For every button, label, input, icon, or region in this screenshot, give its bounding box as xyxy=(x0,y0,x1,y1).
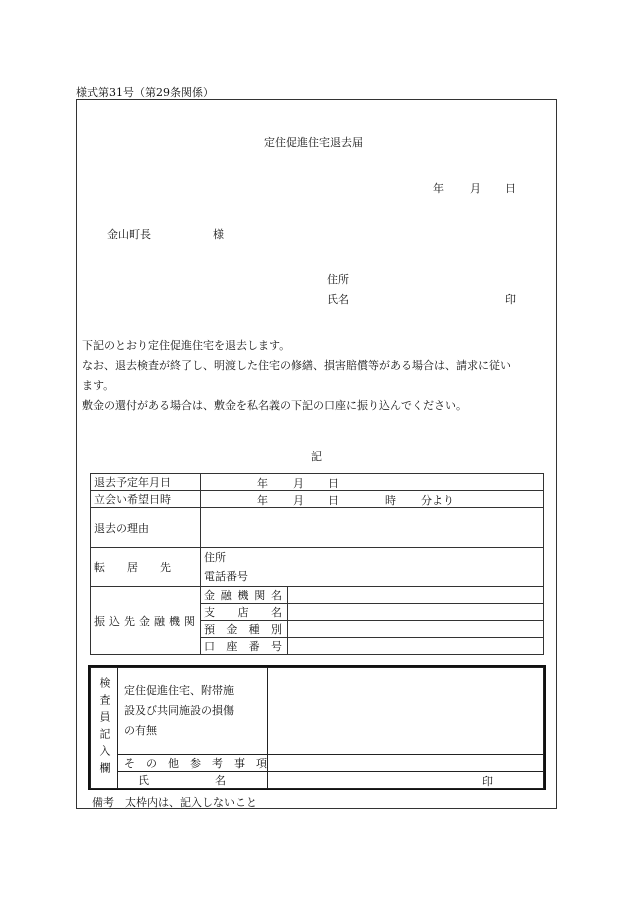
inspector-seal: 印 xyxy=(482,775,493,788)
reason-field[interactable] xyxy=(201,508,544,548)
form-number: 様式第31号（第29条関係） xyxy=(76,86,214,99)
bank-label: 振込先金融機関 xyxy=(91,587,201,655)
move-out-date-field[interactable] xyxy=(201,474,544,491)
reason-label: 退去の理由 xyxy=(91,508,201,548)
account-number-field[interactable] xyxy=(288,638,544,655)
remarks: 備考 太枠内は、記入しないこと xyxy=(92,796,257,809)
destination-phone-label: 電話番号 xyxy=(204,570,248,583)
applicant-address-label: 住所 xyxy=(327,273,349,286)
move-out-day: 日 xyxy=(328,477,339,490)
inspector-name-label: 氏 名 xyxy=(118,772,268,789)
addressee-honorific: 様 xyxy=(213,228,224,241)
date-day: 日 xyxy=(505,182,516,195)
witness-day: 日 xyxy=(328,494,339,507)
inspection-table xyxy=(90,667,544,789)
bank-row-label: 金融機関名 xyxy=(201,587,288,604)
date-month: 月 xyxy=(470,182,481,195)
inspector-name-field[interactable] xyxy=(268,772,544,789)
inspection-side-label: 検査員記入欄 xyxy=(91,668,118,789)
witness-minute: 分より xyxy=(421,494,454,507)
body-line-3: ます。 xyxy=(82,379,115,392)
date-year: 年 xyxy=(433,182,444,195)
applicant-name-label: 氏名 xyxy=(327,293,349,306)
damage-label-line: の有無 xyxy=(124,724,157,737)
bank-row-label: 支 店 名 xyxy=(201,604,288,621)
bank-row-label: 預 金 種 別 xyxy=(201,621,288,638)
move-out-year: 年 xyxy=(257,477,268,490)
branch-name-field[interactable] xyxy=(288,604,544,621)
applicant-seal: 印 xyxy=(505,293,516,306)
witness-year: 年 xyxy=(257,494,268,507)
ki-label: 記 xyxy=(311,450,322,463)
other-notes-field[interactable] xyxy=(268,755,544,772)
body-line-4: 敷金の還付がある場合は、敷金を私名義の下記の口座に振り込んでください。 xyxy=(82,399,467,412)
damage-label-line: 設及び共同施設の損傷 xyxy=(124,704,234,717)
body-line-1: 下記のとおり定住促進住宅を退去します。 xyxy=(82,339,291,352)
damage-label xyxy=(118,668,268,755)
destination-field[interactable] xyxy=(201,548,544,587)
addressee-name: 金山町長 xyxy=(107,228,151,241)
bank-row-label: 口 座 番 号 xyxy=(201,638,288,655)
body-line-2: なお、退去検査が終了し、明渡した住宅の修繕、損害賠償等がある場合は、請求に従い xyxy=(82,359,511,372)
witness-datetime-field[interactable] xyxy=(201,491,544,508)
bank-name-field[interactable] xyxy=(288,587,544,604)
move-out-date-label: 退去予定年月日 xyxy=(91,474,201,491)
damage-label-line: 定住促進住宅、附帯施 xyxy=(124,684,234,697)
witness-month: 月 xyxy=(293,494,304,507)
details-table xyxy=(90,473,544,655)
form-title: 定住促進住宅退去届 xyxy=(264,136,363,149)
account-type-field[interactable] xyxy=(288,621,544,638)
other-notes-label: そ の 他 参 考 事 項 xyxy=(118,755,268,772)
witness-datetime-label: 立会い希望日時 xyxy=(91,491,201,508)
move-out-month: 月 xyxy=(293,477,304,490)
damage-field[interactable] xyxy=(268,668,544,755)
destination-label: 転 居 先 xyxy=(91,548,201,587)
destination-address-label: 住所 xyxy=(204,551,226,564)
witness-hour: 時 xyxy=(385,494,396,507)
